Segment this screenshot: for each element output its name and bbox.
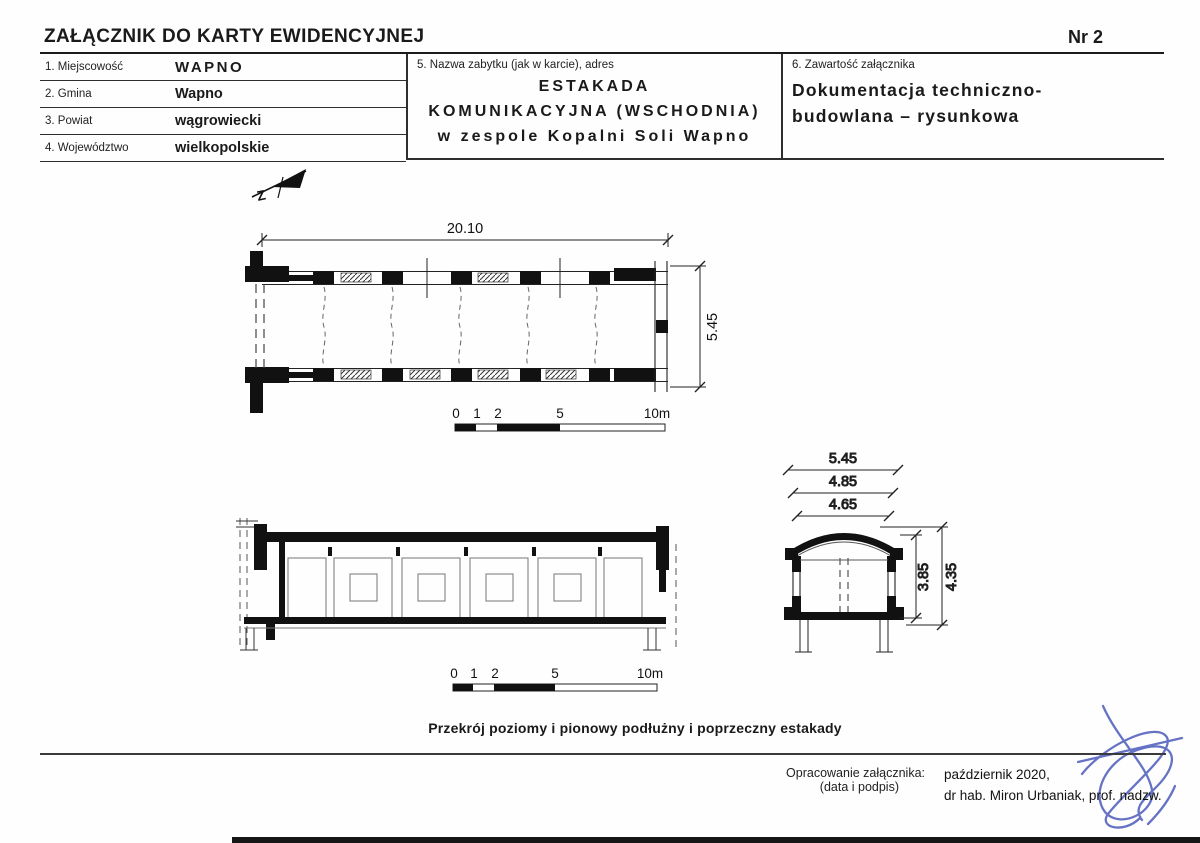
credit-date: październik 2020,: [944, 767, 1050, 782]
credit-sublabel: (data i podpis): [819, 780, 899, 794]
plan-dim-width: [670, 261, 721, 392]
footer-rule: [40, 753, 1166, 755]
section-dim-w3: [792, 497, 894, 521]
north-label: Z: [255, 186, 267, 204]
scan-edge-artifact: [232, 837, 1200, 843]
scale-bar-bottom: [450, 666, 663, 691]
credit-block: [690, 766, 925, 794]
svg-text:4.65: 4.65: [828, 497, 858, 513]
contents-line-1: Dokumentacja techniczno-: [792, 80, 1043, 100]
scale-bar-top: [452, 406, 670, 431]
north-arrow-icon: [252, 169, 306, 204]
svg-text:2: 2: [494, 406, 502, 421]
plan-abutment-left: [245, 251, 289, 413]
elevation-panels: [288, 558, 642, 618]
field-label: 4. Województwo: [45, 142, 129, 154]
svg-text:4.35: 4.35: [944, 562, 960, 592]
credit-author: dr hab. Miron Urbaniak, prof. nadzw.: [944, 788, 1162, 803]
page-title: ZAŁĄCZNIK DO KARTY EWIDENCYJNEJ: [44, 26, 425, 47]
page-number: Nr 2: [1068, 27, 1104, 47]
cross-section-view: [783, 451, 960, 652]
svg-text:5: 5: [556, 406, 564, 421]
svg-text:5.45: 5.45: [828, 451, 858, 467]
plan-dim-length: [257, 221, 673, 247]
svg-text:5.45: 5.45: [705, 312, 721, 342]
plan-view: [245, 221, 721, 413]
field-value: wielkopolskie: [175, 140, 270, 156]
authoring-block: [944, 764, 1194, 806]
drawing-caption: Przekrój poziomy i pionowy podłużny i poprzeczny estakady: [428, 720, 842, 736]
contents-cell-label: 6. Zawartość załącznika: [792, 59, 915, 71]
svg-text:20.10: 20.10: [446, 221, 484, 237]
monument-cell-label: 5. Nazwa zabytku (jak w karcie), adres: [417, 59, 614, 71]
svg-text:10m: 10m: [636, 666, 664, 681]
field-label: 2. Gmina: [45, 88, 92, 100]
svg-text:1: 1: [470, 666, 478, 681]
svg-text:2: 2: [491, 666, 499, 681]
svg-text:1: 1: [473, 406, 481, 421]
section-dim-w1: [783, 451, 903, 475]
svg-text:5: 5: [551, 666, 559, 681]
plan-joint-lines: [323, 287, 597, 367]
field-value: WAPNO: [175, 58, 245, 76]
credit-label: Opracowanie załącznika:: [786, 766, 925, 780]
elevation-joint-ticks: [328, 547, 602, 556]
elevation-view: [236, 518, 676, 650]
svg-text:0: 0: [450, 666, 458, 681]
monument-name-line-2: KOMUNIKACYJNA (WSCHODNIA): [428, 103, 761, 120]
monument-name-line-3: w zespole Kopalni Soli Wapno: [437, 128, 752, 145]
field-value: wągrowiecki: [175, 113, 262, 129]
svg-text:0: 0: [452, 406, 460, 421]
field-label: 3. Powiat: [45, 115, 93, 127]
svg-text:3.85: 3.85: [916, 562, 932, 592]
svg-text:10m: 10m: [643, 406, 671, 421]
contents-line-2: budowlana – rysunkowa: [792, 106, 1020, 126]
section-dim-h1: [900, 530, 932, 623]
section-dim-w2: [788, 474, 898, 498]
field-value: Wapno: [175, 86, 223, 102]
field-label: 1. Miejscowość: [45, 61, 123, 73]
svg-text:4.85: 4.85: [828, 474, 858, 490]
monument-name-line-1: ESTAKADA: [538, 78, 651, 95]
